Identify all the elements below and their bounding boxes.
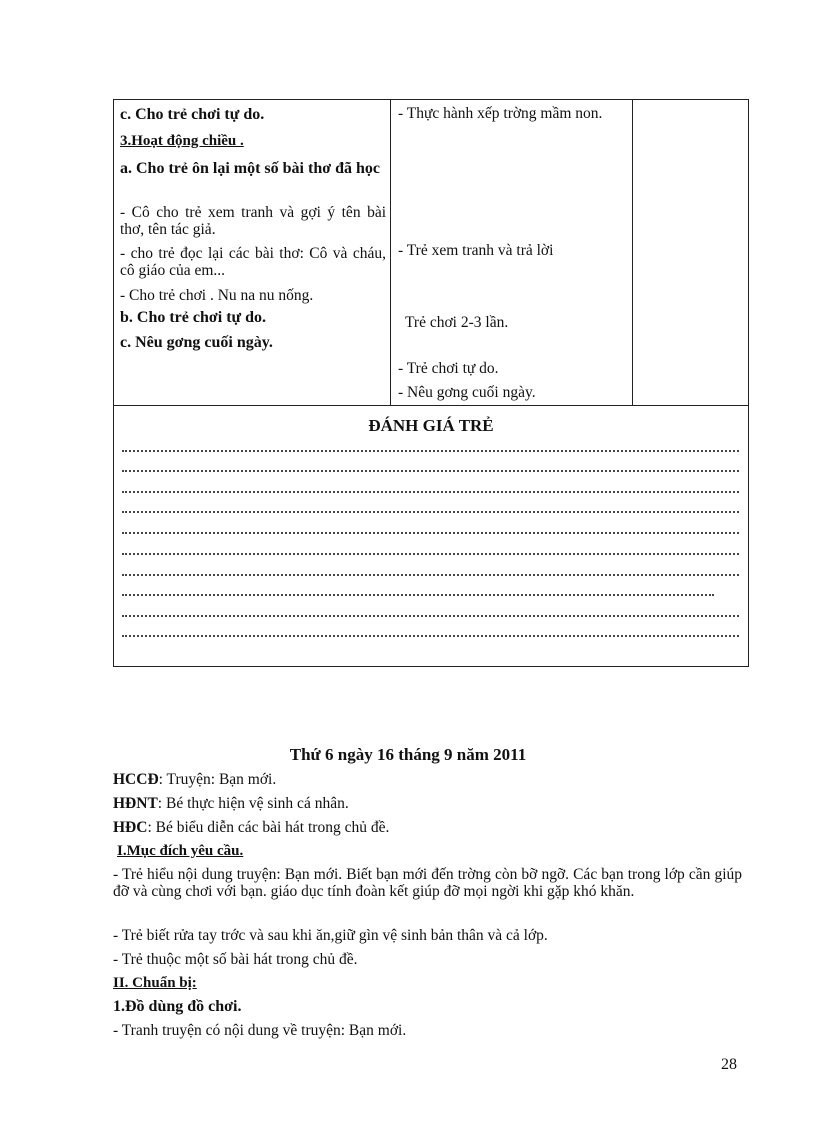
dotted-line: [122, 574, 739, 576]
mid-item-watch-answer: - Trẻ xem tranh và trả lời: [398, 242, 554, 259]
dotted-line: [122, 511, 739, 513]
dotted-line: [122, 635, 739, 637]
hdnt-line: [113, 795, 749, 812]
hccd-line: [113, 771, 749, 788]
hdnt-label: HĐNT: [113, 795, 158, 812]
hdnt-text: : Bé thực hiện vệ sinh cá nhân.: [157, 795, 349, 812]
lesson-table: [113, 99, 749, 667]
dotted-line: [122, 491, 739, 493]
mid-item-build-school: - Thực hành xếp trờng mầm non.: [398, 105, 603, 122]
section-preparation: II. Chuẩn bị:: [113, 975, 197, 991]
mid-item-free-play: - Trẻ chơi tự do.: [398, 360, 499, 377]
mid-item-praise: - Nêu gơng cuối ngày.: [398, 384, 536, 401]
page-number: 28: [721, 1056, 737, 1073]
dotted-line: [122, 615, 739, 617]
evaluation-title: ĐÁNH GIÁ TRẺ: [368, 416, 494, 435]
left-item-read-poems: - cho trẻ đọc lại các bài thơ: Cô và cháu, cô giáo của em...: [120, 245, 386, 279]
hccd-label: HCCĐ: [113, 771, 159, 788]
materials-paragraph: - Tranh truyện có nội dung về truyện: Bạn mới.: [113, 1022, 407, 1039]
left-item-poem-review: a. Cho trẻ ôn lại một số bài thơ đã học: [120, 160, 380, 177]
left-item-free-play-2: b. Cho trẻ chơi tự do.: [120, 309, 267, 326]
hdc-line: [113, 819, 749, 836]
dotted-line: [122, 470, 739, 472]
dotted-line: [122, 532, 739, 534]
objective-paragraph-1: - Trẻ hiểu nội dung truyện: Bạn mới. Biết bạn mới đến trờng còn bỡ ngỡ. Các bạn trong lớp cần giúp đỡ và cùng chơi với bạn. giáo dục tính đoàn kết giúp đỡ mọi ngời khi gặp khó khăn.: [113, 866, 742, 900]
column-divider-1: [390, 100, 391, 405]
row-divider: [114, 405, 748, 406]
objective-paragraph-2: - Trẻ biết rửa tay trớc và sau khi ăn,giữ gìn vệ sinh bản thân và cả lớp.: [113, 927, 548, 944]
hdc-label: HĐC: [113, 819, 148, 836]
dotted-line: [122, 450, 739, 452]
hccd-text: : Truyện: Bạn mới.: [158, 771, 277, 788]
section-objectives: I.Mục đích yêu cầu.: [117, 843, 244, 859]
mid-item-play-times: Trẻ chơi 2-3 lần.: [405, 314, 509, 331]
afternoon-activity-heading: 3.Hoạt động chiều .: [120, 133, 244, 149]
objective-paragraph-3: - Trẻ thuộc một số bài hát trong chủ đề.: [113, 951, 358, 968]
hdc-text: : Bé biểu diễn các bài hát trong chủ đề.: [147, 819, 390, 836]
dotted-line: [122, 553, 739, 555]
left-item-free-play: c. Cho trẻ chơi tự do.: [120, 106, 265, 123]
dotted-line: [122, 594, 714, 596]
sub-section-materials: 1.Đồ dùng đồ chơi.: [113, 998, 242, 1015]
left-item-praise: c. Nêu gơng cuối ngày.: [120, 334, 273, 351]
column-divider-2: [632, 100, 633, 405]
date-heading: Thứ 6 ngày 16 tháng 9 năm 2011: [289, 745, 527, 764]
left-item-picture-hint: - Cô cho trẻ xem tranh và gợi ý tên bài thơ, tên tác giả.: [120, 204, 386, 238]
left-item-game: - Cho trẻ chơi . Nu na nu nống.: [120, 287, 314, 304]
